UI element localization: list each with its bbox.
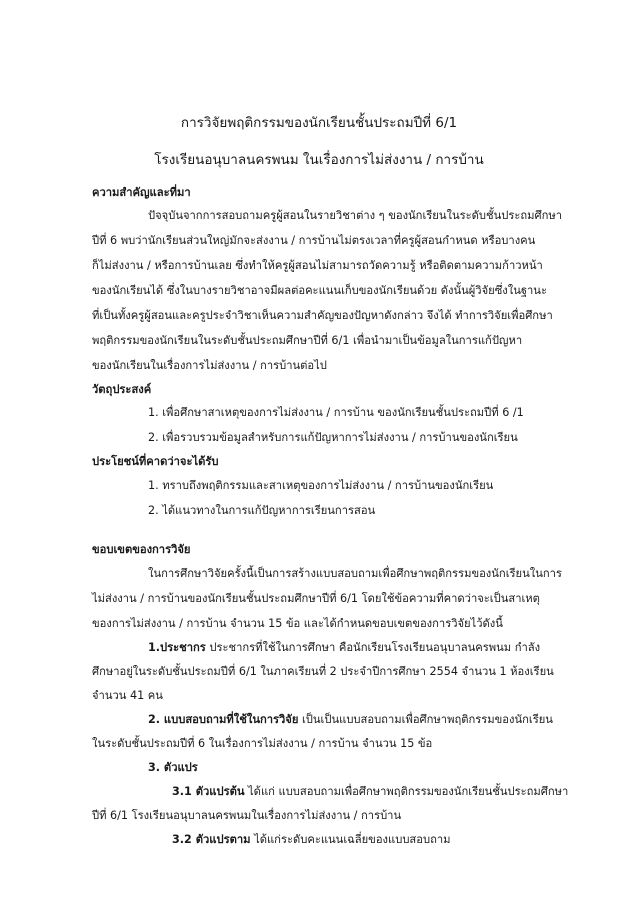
objective-item: 1. เพื่อศึกษาสาเหตุของการไม่ส่งงาน / การบ้าน ของนักเรียนชั้นประถมปีที่ 6 /1 [148,406,524,419]
objective-item: 2. เพื่อรวบรวมข้อมูลสำหรับการแก้ปัญหาการไม่ส่งงาน / การบ้านของนักเรียน [148,431,518,444]
document-title-line-2: โรงเรียนอนุบาลนครพนม ในเรื่องการไม่ส่งงาน / การบ้าน [154,152,484,168]
benefits-heading: ประโยชน์ที่คาดว่าจะได้รับ [92,455,219,468]
document-title-line-1: การวิจัยพฤติกรรมของนักเรียนชั้นประถมปีที่ 6/1 [180,115,458,131]
benefit-item: 1. ทราบถึงพฤติกรรมและสาเหตุของการไม่ส่งงาน / การบ้านของนักเรียน [148,479,494,492]
questionnaire-label: 2. แบบสอบถามที่ใช้ในการวิจัย [148,713,299,726]
importance-paragraph-line: ของนักเรียนได้ ซึ่งในบางรายวิชาอาจมีผลต่อคะแนนเก็บของนักเรียนด้วย ดังนั้นผู้วิจัยซึ่งในฐานะ [92,284,547,297]
questionnaire-text: เป็นเป็นแบบสอบถามเพื่อศึกษาพฤติกรรมของนักเรียน [298,713,553,726]
independent-variable-text: ได้แก่ แบบสอบถามเพื่อศึกษาพฤติกรรมของนักเรียนชั้นประถมศึกษา [244,785,569,798]
population-label: 1.ประชากร [148,641,206,654]
dependent-variable-text: ได้แก่ระดับคะแนนเฉลี่ยของแบบสอบถาม [250,833,451,846]
importance-heading: ความสำคัญและที่มา [92,186,191,199]
population-text: ประชากรที่ใช้ในการศึกษา คือนักเรียนโรงเรียนอนุบาลนครพนม กำลัง [205,641,541,654]
scope-intro-line: ในการศึกษาวิจัยครั้งนี้เป็นการสร้างแบบสอบถามเพื่อศึกษาพฤติกรรมของนักเรียนในการ [148,567,562,580]
benefit-item: 2. ได้แนวทางในการแก้ปัญหาการเรียนการสอน [148,504,376,517]
dependent-variable-label: 3.2 ตัวแปรตาม [172,833,251,846]
independent-variable-line-2: ปีที่ 6/1 โรงเรียนอนุบาลนครพนมในเรื่องการไม่ส่งงาน / การบ้าน [92,809,402,822]
importance-paragraph-line: ที่เป็นทั้งครูผู้สอนและครูประจำวิชาเห็นความสำคัญของปัญหาดังกล่าว จึงได้ ทำการวิจัยเพื่อศึกษา [92,309,553,322]
objectives-heading: วัตถุประสงค์ [92,383,152,396]
population-line-1 [148,640,540,656]
importance-paragraph-line: ก็ไม่ส่งงาน / หรือการบ้านเลย ซึ่งทำให้ครูผู้สอนไม่สามารถวัดความรู้ หรือติดตามความก้าวหน้า [92,259,543,272]
questionnaire-line-1 [148,712,553,728]
scope-intro-line: ของการไม่ส่งงาน / การบ้าน จำนวน 15 ข้อ และได้กำหนดขอบเขตของการวิจัยไว้ดังนี้ [92,617,503,630]
importance-paragraph-line: ปัจจุบันจากการสอบถามครูผู้สอนในรายวิชาต่าง ๆ ของนักเรียนในระดับชั้นประถมศึกษา [148,209,563,222]
independent-variable-line-1 [172,784,568,800]
population-line-2: ศึกษาอยู่ในระดับชั้นประถมปีที่ 6/1 ในภาคเรียนที่ 2 ประจำปีการศึกษา 2554 จำนวน 1 ห้องเรียน [92,665,554,678]
importance-paragraph-line: พฤติกรรมของนักเรียนในระดับชั้นประถมศึกษาปีที่ 6/1 เพื่อนำมาเป็นข้อมูลในการแก้ปัญหา [92,334,523,347]
importance-paragraph-line: ของนักเรียนในเรื่องการไม่ส่งงาน / การบ้านต่อไป [92,359,327,372]
variables-label: 3. ตัวแปร [148,761,198,774]
population-line-3: จำนวน 41 คน [92,689,163,702]
scope-heading: ขอบเขตของการวิจัย [92,543,191,556]
questionnaire-line-2: ในระดับชั้นประถมปีที่ 6 ในเรื่องการไม่ส่งงาน / การบ้าน จำนวน 15 ข้อ [92,737,433,750]
dependent-variable-line [172,832,451,848]
scope-intro-line: ไม่ส่งงาน / การบ้านของนักเรียนชั้นประถมศึกษาปีที่ 6/1 โดยใช้ข้อความที่คาดว่าจะเป็นสาเหตุ [92,592,540,605]
importance-paragraph-line: ปีที่ 6 พบว่านักเรียนส่วนใหญ่มักจะส่งงาน / การบ้านไม่ตรงเวลาที่ครูผู้สอนกำหนด หรือบางคน [92,234,536,247]
independent-variable-label: 3.1 ตัวแปรต้น [172,785,245,798]
